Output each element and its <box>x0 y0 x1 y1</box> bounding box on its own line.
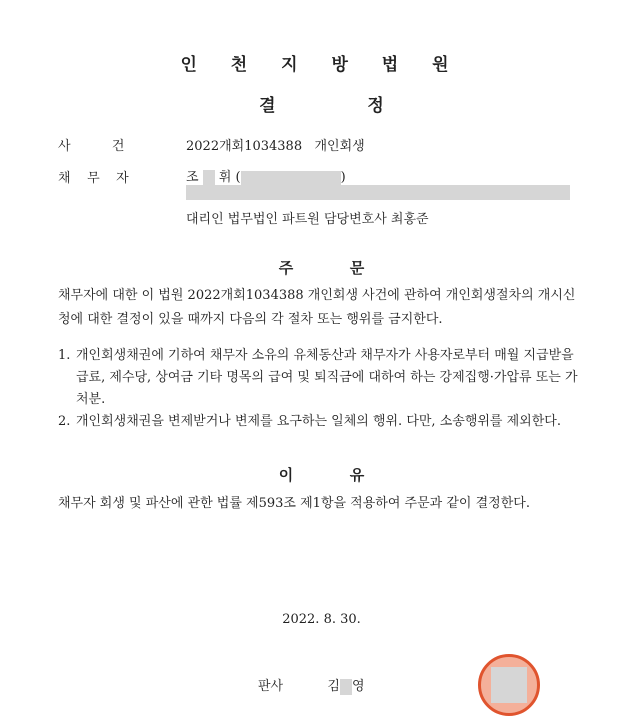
order-heading-right: 문 <box>349 259 365 277</box>
judge-name-last: 영 <box>351 679 365 694</box>
judge-signature-line <box>258 675 365 695</box>
list-item <box>58 411 588 433</box>
order-heading <box>0 257 643 278</box>
decision-date: 2022. 8. 30. <box>282 612 361 627</box>
judge-name-first: 김 <box>327 679 340 694</box>
debtor-label: 채 무 자 <box>58 171 129 186</box>
list-item <box>58 345 588 411</box>
document-type-left: 결 <box>259 96 276 116</box>
court-seal <box>478 654 540 716</box>
case-number: 2022개회1034388 개인회생 <box>186 139 365 154</box>
list-item-text: 개인회생채권에 기하여 채무자 소유의 유체동산과 채무자가 사용자로부터 매월 지급받을 급료, 제수당, 상여금 기타 명목의 급여 및 퇴직금에 대하여 하는 강제집행·가압류 또는 가처분. <box>76 348 578 407</box>
reason-text: 채무자 회생 및 파산에 관한 법률 제593조 제1항을 적용하여 주문과 같이 결정한다. <box>58 496 530 511</box>
redaction-block <box>241 171 341 185</box>
debtor-name-suffix: 휘 ( <box>218 170 241 185</box>
redaction-block <box>340 679 352 695</box>
order-heading-left: 주 <box>278 259 294 277</box>
list-item-number: 1. <box>58 348 71 363</box>
seal-redaction <box>491 667 527 703</box>
list-item-text: 개인회생채권을 변제받거나 변제를 요구하는 일체의 행위. 다만, 소송행위를 제외한다. <box>76 414 561 429</box>
reason-heading-left: 이 <box>278 466 294 484</box>
list-item-number: 2. <box>58 414 71 429</box>
address-redaction <box>186 185 570 200</box>
order-intro: 채무자에 대한 이 법원 2022개회1034388 개인회생 사건에 관하여 개인회생절차의 개시신청에 대한 결정이 있을 때까지 다음의 각 절차 또는 행위를 금지한다. <box>58 288 576 327</box>
judge-title: 판사 <box>258 679 284 694</box>
debtor-name-close: ) <box>340 170 346 185</box>
redaction-block <box>203 170 215 186</box>
debtor-name <box>186 166 346 186</box>
case-label: 사 건 <box>58 139 125 154</box>
reason-heading <box>0 464 643 485</box>
order-list <box>58 345 588 433</box>
agent-line: 대리인 법무법인 파트원 담당변호사 최홍준 <box>186 212 429 227</box>
reason-heading-right: 유 <box>349 466 365 484</box>
debtor-name-prefix: 조 <box>186 170 199 185</box>
court-name: 인 천 지 방 법 원 <box>180 55 463 75</box>
document-type <box>0 91 643 116</box>
document-type-right: 정 <box>367 96 384 116</box>
